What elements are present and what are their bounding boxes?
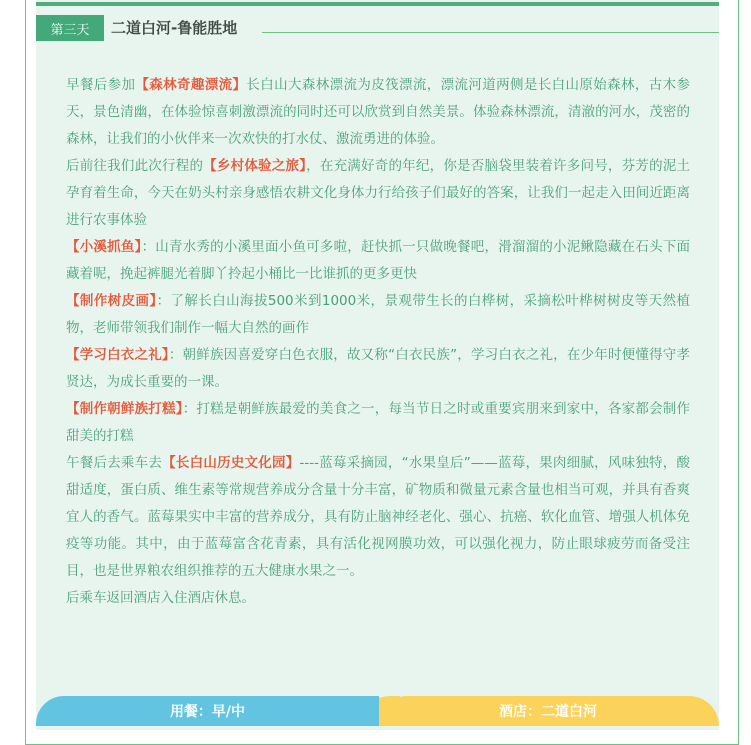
- activity-highlight: 【制作朝鲜族打糕】: [66, 401, 183, 417]
- paragraph-text: ，在充满好奇的年纪，你是否脑袋里装着许多问号，芬芳的泥土孕育着生命，今天在奶头村亲身感悟农耕文化身体力行给孩子们最好的答案，让我们一起走入田间近距离进行农事体验: [66, 158, 691, 228]
- title-divider: [262, 32, 719, 33]
- itinerary-paragraph: [66, 153, 690, 234]
- paragraph-text: ：打糕是朝鲜族最爱的美食之一，每当节日之时或重要宾朋来到家中，各家都会制作甜美的打糕: [66, 401, 691, 444]
- itinerary-paragraph: [66, 450, 690, 585]
- paragraph-text: ：朝鲜族因喜爱穿白色衣服，故又称“白衣民族”，学习白衣之礼，在少年时便懂得守孝贤达，为成长重要的一课。: [66, 347, 690, 390]
- paragraph-text: ：了解长白山海拔500米到1000米，景观带生长的白桦树，采摘松叶桦树树皮等天然植物，老师带领我们制作一幅大自然的画作: [66, 293, 691, 336]
- activity-highlight: 【乡村体验之旅】: [203, 158, 307, 174]
- paragraph-text: 午餐后去乘车去: [66, 455, 163, 471]
- meal-pill: [36, 696, 379, 726]
- meal-label: 用餐：早/中: [169, 704, 246, 720]
- activity-highlight: 【森林奇趣漂流】: [135, 77, 247, 93]
- itinerary-paragraph: [66, 234, 690, 288]
- activity-highlight: 【学习白衣之礼】: [66, 347, 169, 363]
- activity-highlight: 【制作树皮画】: [66, 293, 157, 309]
- day-badge: 第三天: [36, 15, 104, 41]
- itinerary-paragraph: [66, 288, 690, 342]
- itinerary-paragraph: [66, 396, 690, 450]
- hotel-pill: [377, 696, 719, 726]
- frame-right-border: [738, 0, 739, 745]
- paragraph-text: 早餐后参加: [66, 77, 136, 93]
- paragraph-text: ：山青水秀的小溪里面小鱼可多啦，赶快抓一只做晚餐吧，滑溜溜的小泥鳅隐藏在石头下面藏着呢，挽起裤腿光着脚丫拎起小桶比一比谁抓的更多更快: [66, 239, 691, 282]
- itinerary-paragraph: [66, 342, 690, 396]
- frame-left-border: [25, 0, 26, 745]
- paragraph-text: 后前往我们此次行程的: [66, 158, 204, 174]
- hotel-label: 酒店：二道白河: [499, 704, 597, 720]
- paragraph-text: 后乘车返回酒店入住酒店休息。: [66, 590, 255, 606]
- itinerary-text: [66, 72, 690, 612]
- day-title: 二道白河-鲁能胜地: [111, 19, 238, 37]
- itinerary-paragraph: [66, 72, 690, 153]
- paragraph-text: 长白山大森林漂流为皮筏漂流，漂流河道两侧是长白山原始森林，古木参天，景色清幽，在体验惊喜刺激漂流的同时还可以欣赏到自然美景。体验森林漂流，清澈的河水，茂密的森林，让我们的小伙伴来一次欢快的打水仗、激流勇进的体验。: [66, 77, 690, 147]
- paragraph-text: ----蓝莓采摘园，“水果皇后”——蓝莓，果肉细腻，风味独特，酸甜适度，蛋白质、维生素等常规营养成分含量十分丰富，矿物质和微量元素含量也相当可观，并具有香爽宜人的香气。蓝莓果实中丰富的营养成分，具有防止脑神经老化、强心、抗癌、软化血管、增强人机体免疫等功能。其中，由于蓝莓富含花青素，具有活化视网膜功效，可以强化视力，防止眼球疲劳而备受注目，也是世界粮农组织推荐的五大健康水果之一。: [66, 455, 691, 579]
- activity-highlight: 【小溪抓鱼】: [66, 239, 142, 255]
- top-divider: [36, 2, 719, 6]
- itinerary-paragraph: [66, 585, 690, 612]
- activity-highlight: 【长白山历史文化园】: [162, 455, 300, 471]
